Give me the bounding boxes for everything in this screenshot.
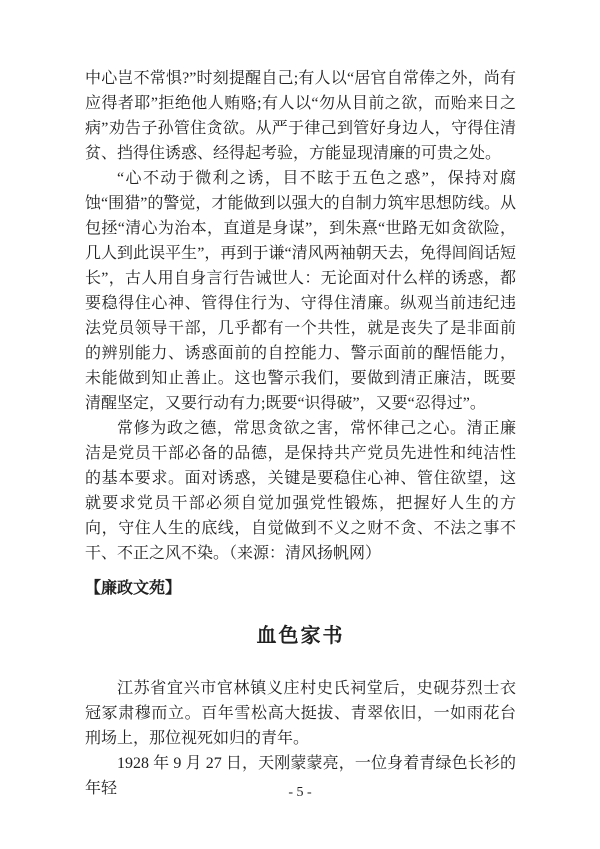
page-number: - 5 - [288, 785, 312, 800]
article-title: 血色家书 [256, 625, 345, 647]
paragraph-continuation: 中心岂不常惧?”时刻提醒自己;有人以“居官自常俸之外，尚有应得者耶”拒绝他人贿赂;有人以“勿从目前之欲，而贻来日之病”劝告子孙管住贪欲。从严于律己到管好身边人，守得住清贫、挡得住诱惑、经得起考验，方能显现清廉的可贵之处。 [85, 70, 516, 162]
paragraph: 江苏省宜兴市官林镇义庄村史氏祠堂后，史砚芬烈士衣冠冢肃穆而立。百年雪松高大挺拔、青翠依旧，一如雨花台刑场上，那位视死如归的青年。 [85, 680, 516, 747]
paragraph: “心不动于微利之诱，目不眩于五色之惑”，保持对腐蚀“围猎”的警觉，才能做到以强大的自制力筑牢思想防线。从包拯“清心为治本，直道是身谋”，到朱熹“世路无如贪欲险，几人到此误平生”，再到于谦“清风两袖朝天去，免得闾阎话短长”，古人用自身言行告诫世人：无论面对什么样的诱惑，都要稳得住心神、管得住行为、守得住清廉。纵观当前违纪违法党员领导干部，几乎都有一个共性，就是丧失了是非面前的辨别能力、诱惑面前的自控能力、警示面前的醒悟能力，未能做到知止善止。这也警示我们，要做到清正廉洁，既要清醒坚定，又要行动有力;既要“识得破”，又要“忍得过”。 [85, 170, 516, 412]
section-label: 【廉政文苑】 [85, 580, 182, 597]
paragraph: 1928 年 9 月 27 日，天刚蒙蒙亮，一位身着青绿色长衫的年轻 [85, 755, 516, 797]
paragraph: 常修为政之德，常思贪欲之害，常怀律己之心。清正廉洁是党员干部必备的品德，是保持共产党员先进性和纯洁性的基本要求。面对诱惑，关键是要稳住心神、管住欲望，这就要求党员干部必须自觉加强党性锻炼，把握好人生的方向，守住人生的底线，自觉做到不义之财不贪、不法之事不干、不正之风不染。（来源：清风扬帆网） [85, 420, 516, 562]
